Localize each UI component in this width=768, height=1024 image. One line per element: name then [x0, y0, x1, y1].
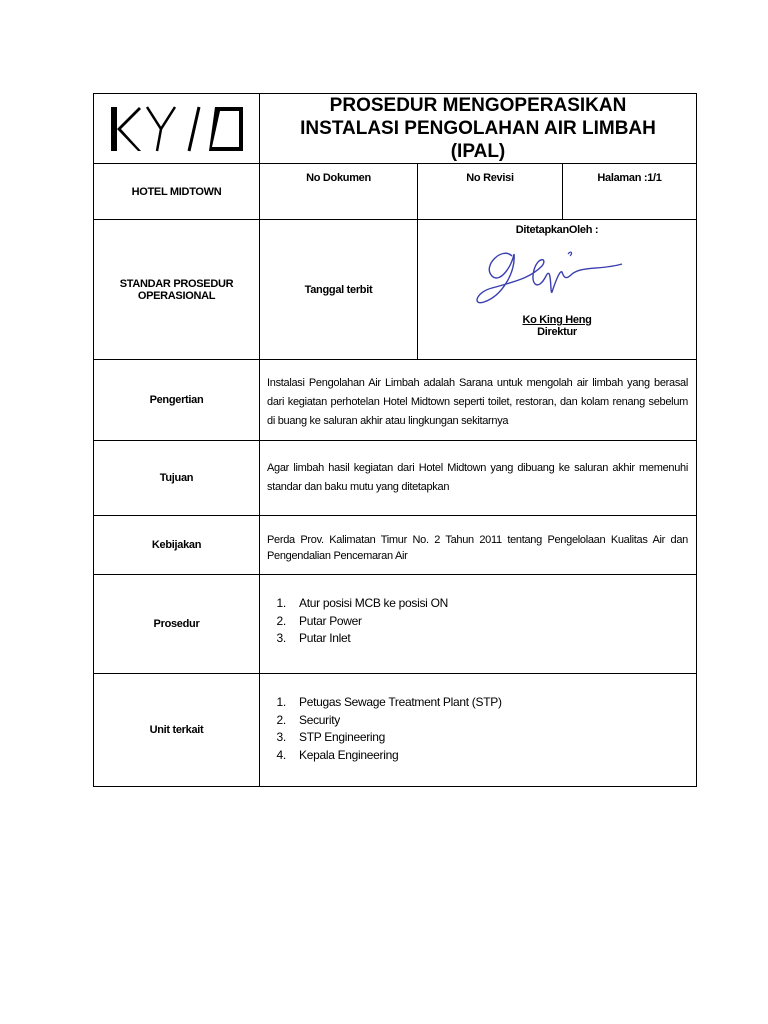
- title-line-3: (IPAL): [450, 141, 506, 162]
- no-dokumen: No Dokumen: [259, 163, 418, 220]
- unit-list: [259, 673, 697, 787]
- sop-table: [93, 93, 697, 787]
- title-line-1: PROSEDUR MENGOPERASIKAN: [329, 95, 627, 116]
- signer-name: Ko King Heng: [522, 314, 592, 326]
- title-line-2: INSTALASI PENGOLAHAN AIR LIMBAH: [300, 118, 656, 139]
- sop-label: [93, 219, 260, 360]
- sop-label-line-1: STANDAR PROSEDUR: [119, 277, 234, 290]
- signer-title: Direktur: [537, 326, 577, 338]
- sop-label-line-2: OPERASIONAL: [137, 289, 216, 302]
- prosedur-list: [259, 574, 697, 674]
- unit-item: 4. Kepala Engineering: [289, 747, 502, 765]
- halaman: Halaman :1/1: [562, 163, 697, 220]
- no-revisi: No Revisi: [417, 163, 563, 220]
- signature-image: [472, 236, 642, 314]
- unit-label: Unit terkait: [93, 673, 260, 787]
- unit-item: 1. Petugas Sewage Treatment Plant (STP): [289, 694, 502, 712]
- tujuan-label: Tujuan: [93, 440, 260, 516]
- pengertian-text: Instalasi Pengolahan Air Limbah adalah Sarana untuk mengolah air limbah yang berasal dari kegiatan perhotelan Hotel Midtown seperti toilet, restoran, dan kolam renang sebelum di buang ke saluran akhir atau lingkungan sekitarnya: [259, 359, 697, 441]
- prosedur-item: 1. Atur posisi MCB ke posisi ON: [289, 595, 448, 613]
- prosedur-item: 2. Putar Power: [289, 613, 448, 631]
- document-title: [259, 93, 697, 164]
- hotel-name: HOTEL MIDTOWN: [93, 163, 260, 220]
- tujuan-text: Agar limbah hasil kegiatan dari Hotel Midtown yang dibuang ke saluran akhir memenuhi standar dan baku mutu yang ditetapkan: [259, 440, 697, 516]
- tanggal-terbit: Tanggal terbit: [259, 219, 418, 360]
- kebijakan-label: Kebijakan: [93, 515, 260, 575]
- hotel-logo: [107, 103, 247, 155]
- prosedur-label: Prosedur: [93, 574, 260, 674]
- ditetapkan-label: DitetapkanOleh :: [515, 224, 599, 236]
- unit-item: 3. STP Engineering: [289, 729, 502, 747]
- kebijakan-text: Perda Prov. Kalimatan Timur No. 2 Tahun 2011 tentang Pengelolaan Kualitas Air dan Pengendalian Pencemaran Air: [259, 515, 697, 575]
- approval-cell: [417, 219, 697, 360]
- pengertian-label: Pengertian: [93, 359, 260, 441]
- unit-item: 2. Security: [289, 712, 502, 730]
- logo-cell: [93, 93, 260, 164]
- prosedur-item: 3. Putar Inlet: [289, 630, 448, 648]
